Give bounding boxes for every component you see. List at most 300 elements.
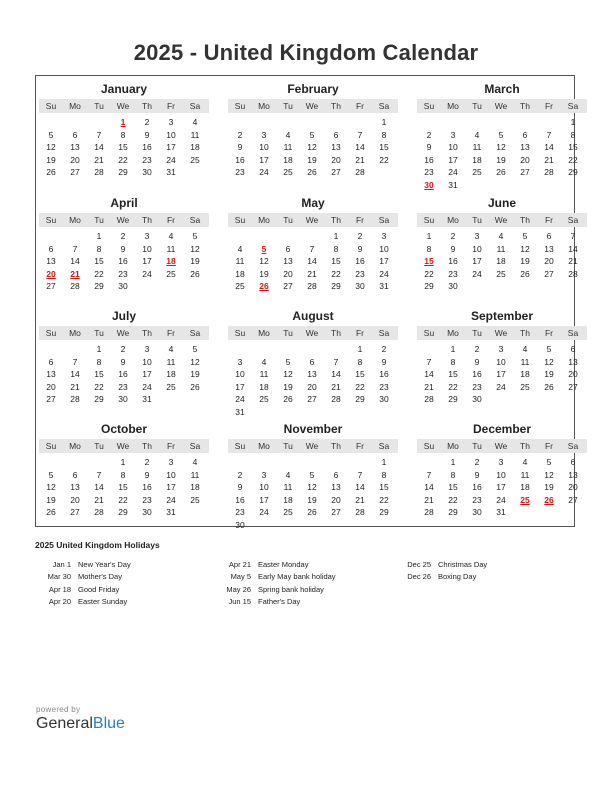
day-cell: 3 (261, 469, 267, 480)
day-cell: 8 (96, 243, 102, 254)
day-cell: 23 (472, 381, 482, 392)
day-cell: 19 (46, 154, 56, 165)
day-cell: 3 (498, 457, 504, 467)
day-cell: 14 (331, 369, 341, 379)
day-cell (252, 343, 276, 356)
weekday-label: Su (234, 101, 246, 111)
day-cell: 10 (496, 469, 506, 480)
day-cell: 16 (355, 256, 365, 266)
month-june (417, 196, 587, 293)
month-august (228, 309, 398, 418)
day-cell (489, 393, 513, 406)
day-cell: 17 (142, 369, 152, 379)
day-cell: 31 (235, 406, 245, 417)
day-cell (417, 116, 441, 129)
day-cell: 3 (474, 231, 480, 241)
week-row (228, 381, 398, 394)
weekday-label: Sa (567, 215, 579, 225)
day-cell (513, 393, 537, 406)
day-cell: 16 (235, 154, 245, 165)
weekday-label: Mo (258, 441, 270, 451)
week-row (417, 393, 587, 406)
day-cell: 29 (118, 167, 128, 177)
day-cell (183, 280, 207, 293)
day-cell: 18 (190, 482, 200, 492)
weekday-label: Su (234, 441, 246, 451)
day-cell: 9 (474, 356, 480, 367)
day-cell: 15 (355, 369, 365, 379)
day-cell: 26 (520, 268, 530, 279)
day-cell (537, 179, 561, 192)
day-cell (417, 343, 441, 356)
day-cell: 17 (496, 369, 506, 379)
weekday-label: Fr (355, 328, 365, 338)
day-cell (324, 519, 348, 532)
weekday-label: Mo (447, 215, 459, 225)
day-cell: 1 (96, 344, 102, 354)
day-cell: 24 (496, 381, 506, 392)
day-cell: 20 (46, 381, 56, 392)
footer (36, 705, 125, 733)
day-cell (228, 343, 252, 356)
day-cell: 21 (355, 154, 365, 165)
day-cell: 22 (94, 381, 104, 392)
day-cell: 16 (472, 369, 482, 379)
week-row (228, 469, 398, 482)
day-cell: 21 (94, 494, 104, 505)
weekday-label: Tu (94, 101, 104, 111)
day-cell (39, 456, 63, 469)
day-cell (561, 393, 585, 406)
weekday-label: Su (234, 215, 246, 225)
holiday-day-cell: 26 (259, 281, 269, 291)
month-march (417, 82, 587, 191)
weekday-label: Tu (94, 215, 104, 225)
day-cell: 18 (520, 369, 530, 379)
weekday-label: Fr (166, 101, 176, 111)
day-cell: 27 (568, 381, 578, 392)
day-cell: 17 (166, 482, 176, 492)
day-cell: 24 (472, 268, 482, 279)
day-cell (489, 179, 513, 192)
day-cell (372, 166, 396, 179)
weekday-label: Th (142, 101, 152, 111)
week-row (417, 280, 587, 293)
day-cell: 17 (259, 154, 269, 165)
day-cell: 28 (355, 507, 365, 517)
day-cell: 9 (381, 356, 387, 367)
day-cell: 10 (259, 142, 269, 152)
day-cell: 11 (520, 356, 530, 367)
week-row (39, 456, 209, 469)
brand-name-part1: General (36, 715, 93, 732)
holiday-name: Christmas Day (438, 560, 488, 569)
day-cell: 29 (355, 394, 365, 404)
holiday-item (35, 571, 131, 583)
week-row (39, 116, 209, 129)
day-cell (252, 519, 276, 532)
week-row (417, 268, 587, 281)
day-cell (63, 343, 87, 356)
day-cell: 20 (70, 494, 80, 505)
weekday-label: Mo (258, 328, 270, 338)
week-row (39, 481, 209, 494)
day-cell (252, 230, 276, 243)
holiday-day-cell: 15 (424, 256, 434, 266)
holiday-name: Good Friday (78, 584, 120, 594)
holiday-date: Apr 20 (48, 596, 71, 606)
day-cell: 4 (522, 344, 528, 354)
day-cell: 30 (235, 519, 245, 530)
day-cell: 3 (168, 457, 174, 467)
day-cell: 6 (546, 231, 552, 241)
day-cell: 8 (333, 243, 339, 254)
month-name: April (110, 196, 138, 210)
day-cell: 4 (261, 356, 267, 367)
day-cell: 27 (568, 494, 578, 505)
weekday-label: Su (423, 215, 435, 225)
day-cell (39, 116, 63, 129)
weekday-label: Fr (355, 215, 365, 225)
weekday-label: Tu (94, 328, 104, 338)
weekday-label: Th (520, 101, 530, 111)
weekday-label: We (116, 101, 130, 111)
week-row (39, 343, 209, 356)
weekday-label: We (494, 441, 508, 451)
day-cell (135, 280, 159, 293)
day-cell: 2 (381, 344, 387, 354)
day-cell: 6 (285, 243, 291, 254)
weekday-label: Su (423, 441, 435, 451)
day-cell (183, 506, 207, 519)
week-row (417, 129, 587, 142)
holiday-date: Dec 26 (407, 572, 431, 582)
weekday-label: We (305, 328, 319, 338)
page-title: 2025 - United Kingdom Calendar (133, 40, 479, 65)
day-cell: 23 (424, 167, 434, 177)
weekday-label: Th (331, 101, 341, 111)
weekday-label: Su (45, 101, 57, 111)
day-cell (39, 230, 63, 243)
day-cell: 5 (546, 457, 552, 467)
weekday-label: Tu (472, 441, 482, 451)
day-cell: 4 (237, 243, 243, 254)
holiday-item (35, 596, 131, 608)
day-cell: 1 (570, 117, 576, 127)
day-cell: 19 (283, 381, 293, 392)
week-row (228, 356, 398, 369)
week-row (39, 280, 209, 293)
day-cell: 1 (96, 231, 102, 241)
day-cell: 3 (144, 231, 150, 241)
day-cell (561, 280, 585, 293)
day-cell: 26 (190, 381, 200, 392)
day-cell: 14 (94, 142, 104, 152)
day-cell: 16 (142, 482, 152, 492)
month-february (228, 82, 398, 179)
day-cell: 12 (283, 369, 293, 379)
day-cell: 20 (331, 494, 341, 505)
day-cell: 21 (568, 256, 578, 266)
week-row (39, 469, 209, 482)
day-cell: 12 (190, 243, 200, 254)
day-cell (372, 406, 396, 419)
week-row (228, 343, 398, 356)
week-row (417, 116, 587, 129)
day-cell: 20 (520, 154, 530, 165)
holiday-date: May 26 (226, 584, 251, 594)
day-cell (300, 116, 324, 129)
day-cell: 19 (520, 256, 530, 266)
day-cell: 16 (379, 369, 389, 379)
day-cell: 11 (520, 469, 530, 480)
day-cell: 17 (259, 494, 269, 505)
day-cell (348, 116, 372, 129)
day-cell: 4 (192, 457, 198, 467)
day-cell: 19 (46, 494, 56, 505)
day-cell: 5 (309, 129, 315, 140)
brand-logo[interactable] (36, 715, 125, 733)
day-cell: 15 (448, 482, 458, 492)
day-cell: 5 (546, 344, 552, 354)
day-cell (465, 280, 489, 293)
day-cell: 2 (144, 117, 150, 127)
day-cell: 18 (472, 154, 482, 165)
day-cell: 7 (333, 356, 339, 367)
day-cell: 26 (307, 507, 317, 517)
week-row (417, 494, 587, 507)
day-cell: 1 (120, 457, 126, 467)
day-cell: 14 (544, 142, 554, 152)
week-row (228, 280, 398, 293)
day-cell: 11 (283, 482, 293, 492)
day-cell: 11 (190, 469, 200, 480)
day-cell (348, 519, 372, 532)
week-row (39, 393, 209, 406)
day-cell: 27 (70, 507, 80, 517)
day-cell: 29 (568, 167, 578, 177)
week-row (228, 154, 398, 167)
holiday-date: Jun 15 (228, 596, 251, 606)
day-cell: 8 (120, 469, 126, 480)
day-cell (513, 506, 537, 519)
day-cell: 31 (142, 394, 152, 404)
holiday-date: Apr 21 (228, 560, 251, 569)
week-row (417, 368, 587, 381)
weekday-label: Su (234, 328, 246, 338)
holiday-date: Dec 25 (407, 560, 431, 569)
day-cell: 23 (355, 268, 365, 279)
day-cell (324, 116, 348, 129)
weekday-header (228, 439, 398, 453)
day-cell: 30 (142, 507, 152, 517)
week-row (417, 166, 587, 179)
holiday-date: Apr 18 (48, 584, 71, 594)
day-cell: 29 (448, 394, 458, 404)
day-cell: 28 (307, 281, 317, 291)
day-cell (417, 456, 441, 469)
weekday-label: Fr (166, 441, 176, 451)
holiday-column-1 (35, 559, 131, 608)
weekday-label: Tu (472, 101, 482, 111)
holiday-date: May 5 (230, 572, 251, 582)
day-cell: 28 (94, 167, 104, 177)
day-cell (561, 506, 585, 519)
day-cell: 1 (357, 344, 363, 354)
week-row (228, 481, 398, 494)
day-cell: 19 (496, 154, 506, 165)
day-cell: 8 (381, 469, 387, 480)
day-cell: 7 (96, 469, 102, 480)
weekday-label: Mo (69, 215, 81, 225)
holiday-day-cell: 30 (424, 179, 434, 190)
weekday-header (417, 326, 587, 340)
day-cell: 20 (568, 369, 578, 379)
weekday-header (39, 99, 209, 113)
day-cell: 3 (144, 344, 150, 354)
day-cell: 15 (118, 482, 128, 492)
day-cell (537, 116, 561, 129)
day-cell: 18 (190, 142, 200, 152)
week-row (228, 519, 398, 532)
day-cell: 13 (307, 369, 317, 379)
day-cell: 18 (283, 494, 293, 505)
weekday-label: Mo (258, 215, 270, 225)
day-cell: 19 (307, 494, 317, 505)
week-row (39, 166, 209, 179)
day-cell: 16 (448, 256, 458, 266)
day-cell (276, 406, 300, 419)
day-cell: 5 (48, 469, 54, 480)
weekday-header (39, 326, 209, 340)
day-cell: 5 (285, 356, 291, 367)
day-cell: 27 (331, 507, 341, 517)
day-cell: 9 (120, 356, 126, 367)
weekday-label: Sa (378, 441, 390, 451)
day-cell: 26 (283, 394, 293, 404)
day-cell: 13 (70, 142, 80, 152)
weekday-header (228, 99, 398, 113)
day-cell: 24 (496, 494, 506, 505)
week-row (228, 243, 398, 256)
weekday-label: Th (142, 215, 152, 225)
weekday-label: Mo (447, 101, 459, 111)
day-cell: 31 (379, 281, 389, 291)
day-cell: 22 (448, 381, 458, 392)
day-cell: 11 (166, 356, 176, 367)
weekday-label: Sa (567, 328, 579, 338)
day-cell: 29 (448, 507, 458, 517)
day-cell: 4 (168, 231, 174, 241)
day-cell: 25 (235, 281, 245, 291)
holiday-name: Easter Sunday (78, 596, 128, 606)
day-cell: 7 (72, 243, 78, 254)
day-cell: 13 (46, 369, 56, 379)
weekday-label: We (494, 101, 508, 111)
day-cell: 17 (235, 381, 245, 392)
weekday-header (228, 213, 398, 227)
holiday-item (395, 571, 487, 583)
day-cell: 5 (48, 129, 54, 140)
day-cell: 21 (424, 381, 434, 392)
day-cell: 16 (235, 494, 245, 505)
day-cell: 6 (48, 356, 54, 367)
day-cell: 8 (120, 129, 126, 140)
week-row (228, 406, 398, 419)
day-cell: 12 (307, 142, 317, 152)
day-cell: 14 (307, 256, 317, 266)
week-row (39, 243, 209, 256)
month-april (39, 196, 209, 293)
holiday-name: Father's Day (258, 596, 301, 606)
weekday-label: Sa (378, 328, 390, 338)
month-name: March (484, 82, 520, 96)
day-cell (489, 116, 513, 129)
weekday-label: Sa (378, 101, 390, 111)
weekday-label: Mo (69, 328, 81, 338)
day-cell: 11 (190, 129, 200, 140)
day-cell: 12 (259, 256, 269, 266)
day-cell: 12 (520, 243, 530, 254)
day-cell: 2 (426, 129, 432, 140)
day-cell: 31 (166, 507, 176, 517)
day-cell: 23 (472, 494, 482, 505)
day-cell: 17 (379, 256, 389, 266)
week-row (228, 141, 398, 154)
day-cell: 15 (379, 142, 389, 152)
day-cell (324, 456, 348, 469)
week-row (228, 230, 398, 243)
day-cell (228, 116, 252, 129)
weekday-label: Tu (283, 441, 293, 451)
month-name: January (100, 82, 148, 96)
day-cell: 8 (450, 469, 456, 480)
day-cell: 21 (307, 268, 317, 279)
day-cell: 16 (472, 482, 482, 492)
day-cell: 15 (94, 369, 104, 379)
day-cell: 14 (70, 256, 80, 266)
day-cell: 29 (331, 281, 341, 291)
day-cell (183, 166, 207, 179)
day-cell: 7 (309, 243, 315, 254)
week-row (228, 129, 398, 142)
day-cell: 14 (424, 369, 434, 379)
day-cell: 8 (426, 243, 432, 254)
day-cell (513, 179, 537, 192)
day-cell: 22 (379, 494, 389, 505)
week-row (39, 230, 209, 243)
day-cell (63, 116, 87, 129)
day-cell: 7 (96, 129, 102, 140)
day-cell: 12 (46, 142, 56, 152)
day-cell (87, 456, 111, 469)
day-cell: 10 (166, 469, 176, 480)
day-cell: 25 (472, 167, 482, 177)
day-cell: 29 (118, 507, 128, 517)
day-cell: 7 (357, 129, 363, 140)
week-row (39, 506, 209, 519)
day-cell (228, 230, 252, 243)
day-cell: 5 (498, 129, 504, 140)
brand-name-part2: Blue (92, 715, 125, 732)
day-cell: 9 (450, 243, 456, 254)
day-cell (537, 280, 561, 293)
weekday-label: Sa (189, 328, 201, 338)
day-cell: 4 (522, 457, 528, 467)
day-cell: 3 (450, 129, 456, 140)
day-cell: 23 (235, 167, 245, 177)
day-cell: 2 (474, 344, 480, 354)
